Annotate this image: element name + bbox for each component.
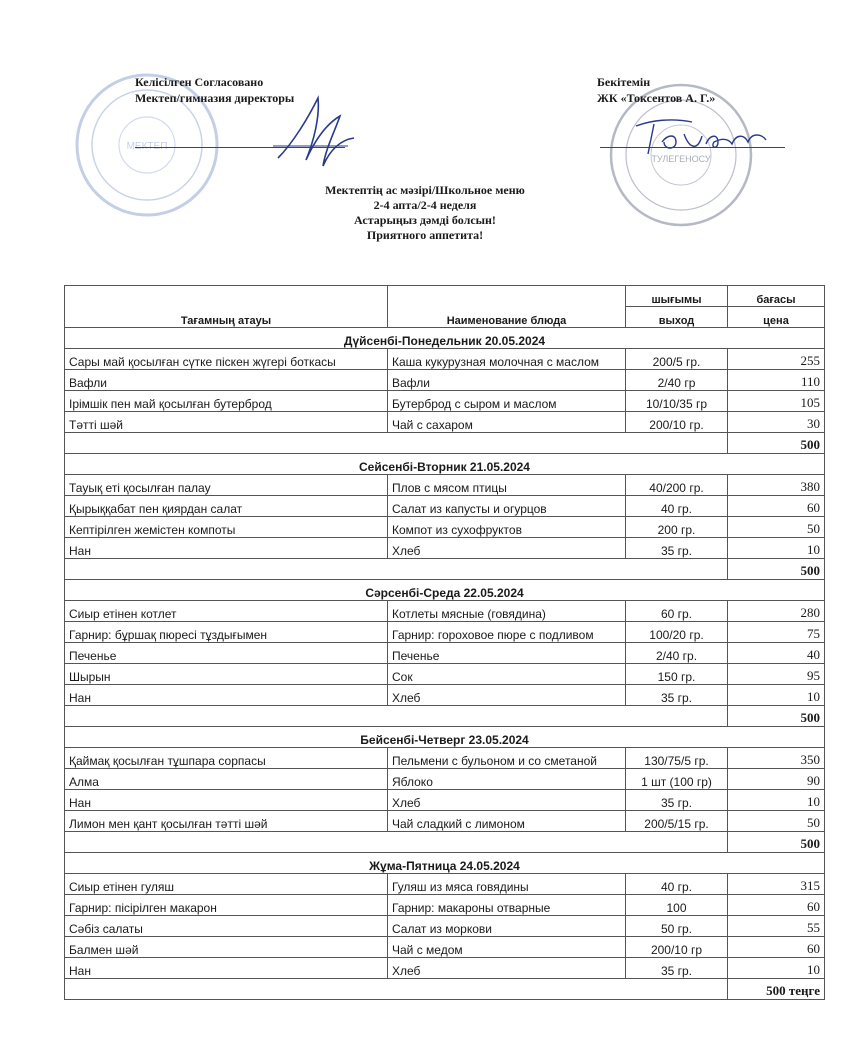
dish-price: 350	[728, 748, 825, 769]
dish-name-kz: Шырын	[65, 664, 388, 685]
dish-name-kz: Кептірілген жемістен компоты	[65, 517, 388, 538]
dish-output: 200/5/15 гр.	[626, 811, 728, 832]
day-total-row	[65, 706, 825, 727]
dish-price: 10	[728, 538, 825, 559]
dish-name-ru: Бутерброд с сыром и маслом	[388, 391, 626, 412]
day-total-row	[65, 433, 825, 454]
table-row	[65, 895, 825, 916]
dish-price: 60	[728, 496, 825, 517]
menu-week: 2-4 апта/2-4 неделя	[373, 198, 477, 212]
day-title: Сәрсенбі-Среда 22.05.2024	[65, 580, 825, 601]
dish-name-kz: Балмен шәй	[65, 937, 388, 958]
dish-price: 60	[728, 895, 825, 916]
dish-name-ru: Сок	[388, 664, 626, 685]
approval-line-1: Келісілген Согласовано	[135, 75, 264, 89]
table-row	[65, 958, 825, 979]
table-row	[65, 916, 825, 937]
day-title: Сейсенбі-Вторник 21.05.2024	[65, 454, 825, 475]
dish-name-ru: Яблоко	[388, 769, 626, 790]
dish-output: 50 гр.	[626, 916, 728, 937]
day-section-row	[65, 580, 825, 601]
approval-line-2: Мектеп/гимназия директоры	[135, 91, 295, 105]
menu-title: Мектептің ас мәзірі/Школьное меню	[325, 183, 525, 197]
svg-text:ТУЛЕГЕНОСУ: ТУЛЕГЕНОСУ	[651, 154, 711, 164]
day-total-row	[65, 559, 825, 580]
dish-output: 35 гр.	[626, 958, 728, 979]
dish-price: 75	[728, 622, 825, 643]
table-row	[65, 601, 825, 622]
col-header-price-ru: цена	[728, 307, 825, 328]
dish-name-ru: Хлеб	[388, 538, 626, 559]
day-section-row	[65, 328, 825, 349]
dish-price: 110	[728, 370, 825, 391]
dish-name-ru: Гарнир: гороховое пюре с подливом	[388, 622, 626, 643]
dish-price: 315	[728, 874, 825, 895]
dish-price: 255	[728, 349, 825, 370]
col-header-kz: Тағамның атауы	[65, 286, 388, 328]
dish-output: 100/20 гр.	[626, 622, 728, 643]
day-total-row	[65, 979, 825, 1000]
approved-line-2: ЖК «Токсентов А. Г.»	[597, 91, 716, 105]
col-header-price-kz: бағасы	[728, 286, 825, 307]
dish-name-kz: Лимон мен қант қосылған тәтті шәй	[65, 811, 388, 832]
table-row	[65, 748, 825, 769]
dish-output: 1 шт (100 гр)	[626, 769, 728, 790]
dish-name-ru: Салат из капусты и огурцов	[388, 496, 626, 517]
dish-name-ru: Хлеб	[388, 685, 626, 706]
day-section-row	[65, 727, 825, 748]
total-spacer	[65, 433, 728, 454]
menu-table	[64, 285, 825, 1000]
day-total-row	[65, 832, 825, 853]
dish-name-kz: Сиыр етінен гуляш	[65, 874, 388, 895]
total-spacer	[65, 832, 728, 853]
menu-title-block	[250, 183, 600, 243]
dish-name-ru: Хлеб	[388, 790, 626, 811]
dish-name-ru: Гуляш из мяса говядины	[388, 874, 626, 895]
dish-name-kz: Ірімшік пен май қосылған бутерброд	[65, 391, 388, 412]
dish-output: 35 гр.	[626, 790, 728, 811]
owner-signature	[632, 112, 772, 162]
dish-name-kz: Гарнир: пісірілген макарон	[65, 895, 388, 916]
dish-output: 130/75/5 гр.	[626, 748, 728, 769]
dish-output: 35 гр.	[626, 685, 728, 706]
dish-name-ru: Хлеб	[388, 958, 626, 979]
dish-output: 40/200 гр.	[626, 475, 728, 496]
dish-name-kz: Печенье	[65, 643, 388, 664]
dish-name-ru: Гарнир: макароны отварные	[388, 895, 626, 916]
table-row	[65, 475, 825, 496]
day-total: 500 теңге	[728, 979, 825, 1000]
director-signature	[268, 88, 358, 178]
dish-price: 50	[728, 517, 825, 538]
table-row	[65, 391, 825, 412]
table-row	[65, 874, 825, 895]
table-row	[65, 790, 825, 811]
dish-price: 95	[728, 664, 825, 685]
dish-name-ru: Котлеты мясные (говядина)	[388, 601, 626, 622]
dish-output: 200 гр.	[626, 517, 728, 538]
menu-table-body	[65, 328, 825, 1000]
total-spacer	[65, 979, 728, 1000]
dish-name-kz: Гарнир: бұршақ пюресі тұздығымен	[65, 622, 388, 643]
dish-price: 30	[728, 412, 825, 433]
day-title: Жұма-Пятница 24.05.2024	[65, 853, 825, 874]
dish-name-kz: Вафли	[65, 370, 388, 391]
dish-name-ru: Чай с медом	[388, 937, 626, 958]
dish-output: 200/5 гр.	[626, 349, 728, 370]
dish-price: 50	[728, 811, 825, 832]
dish-name-ru: Пельмени с бульоном и со сметаной	[388, 748, 626, 769]
table-row	[65, 685, 825, 706]
dish-name-kz: Қырыққабат пен қиярдан салат	[65, 496, 388, 517]
table-row	[65, 538, 825, 559]
dish-price: 10	[728, 958, 825, 979]
col-header-output-ru: выход	[626, 307, 728, 328]
total-spacer	[65, 559, 728, 580]
svg-text:МЕКТЕП: МЕКТЕП	[126, 141, 168, 152]
col-header-output-kz: шығымы	[626, 286, 728, 307]
approved-block	[597, 74, 715, 106]
dish-name-ru: Компот из сухофруктов	[388, 517, 626, 538]
table-row	[65, 664, 825, 685]
col-header-ru: Наименование блюда	[388, 286, 626, 328]
dish-output: 40 гр.	[626, 496, 728, 517]
dish-name-ru: Печенье	[388, 643, 626, 664]
table-row	[65, 811, 825, 832]
dish-output: 150 гр.	[626, 664, 728, 685]
table-row	[65, 496, 825, 517]
day-section-row	[65, 853, 825, 874]
dish-name-ru: Плов с мясом птицы	[388, 475, 626, 496]
day-total: 500	[728, 433, 825, 454]
dish-price: 40	[728, 643, 825, 664]
dish-name-kz: Сәбіз салаты	[65, 916, 388, 937]
day-total: 500	[728, 559, 825, 580]
dish-name-ru: Чай с сахаром	[388, 412, 626, 433]
day-title: Бейсенбі-Четверг 23.05.2024	[65, 727, 825, 748]
table-row	[65, 349, 825, 370]
dish-price: 90	[728, 769, 825, 790]
dish-price: 105	[728, 391, 825, 412]
dish-output: 2/40 гр	[626, 370, 728, 391]
greeting-ru: Приятного аппетита!	[366, 228, 484, 242]
dish-price: 55	[728, 916, 825, 937]
table-row	[65, 517, 825, 538]
dish-name-ru: Салат из моркови	[388, 916, 626, 937]
dish-name-kz: Қаймақ қосылған тұшпара сорпасы	[65, 748, 388, 769]
dish-output: 10/10/35 гр	[626, 391, 728, 412]
dish-name-kz: Нан	[65, 958, 388, 979]
table-row	[65, 643, 825, 664]
approved-line-1: Бекітемін	[597, 75, 651, 89]
dish-name-kz: Тәтті шәй	[65, 412, 388, 433]
table-row	[65, 622, 825, 643]
dish-name-kz: Нан	[65, 790, 388, 811]
dish-name-kz: Алма	[65, 769, 388, 790]
dish-price: 10	[728, 790, 825, 811]
dish-name-ru: Каша кукурузная молочная с маслом	[388, 349, 626, 370]
day-title: Дүйсенбі-Понедельник 20.05.2024	[65, 328, 825, 349]
dish-name-kz: Нан	[65, 538, 388, 559]
dish-price: 280	[728, 601, 825, 622]
dish-output: 100	[626, 895, 728, 916]
dish-name-kz: Сары май қосылған сүтке піскен жүгері боткасы	[65, 349, 388, 370]
dish-output: 200/10 гр	[626, 937, 728, 958]
dish-output: 200/10 гр.	[626, 412, 728, 433]
table-row	[65, 370, 825, 391]
dish-output: 35 гр.	[626, 538, 728, 559]
dish-name-ru: Вафли	[388, 370, 626, 391]
dish-price: 60	[728, 937, 825, 958]
total-spacer	[65, 706, 728, 727]
table-row	[65, 769, 825, 790]
day-section-row	[65, 454, 825, 475]
dish-output: 40 гр.	[626, 874, 728, 895]
dish-output: 2/40 гр.	[626, 643, 728, 664]
dish-name-ru: Чай сладкий с лимоном	[388, 811, 626, 832]
dish-price: 10	[728, 685, 825, 706]
greeting-kz: Астарыңыз дәмді болсын!	[354, 213, 496, 227]
dish-name-kz: Нан	[65, 685, 388, 706]
table-row	[65, 937, 825, 958]
table-row	[65, 412, 825, 433]
dish-output: 60 гр.	[626, 601, 728, 622]
day-total: 500	[728, 832, 825, 853]
dish-name-kz: Сиыр етінен котлет	[65, 601, 388, 622]
dish-name-kz: Тауық еті қосылған палау	[65, 475, 388, 496]
day-total: 500	[728, 706, 825, 727]
dish-price: 380	[728, 475, 825, 496]
